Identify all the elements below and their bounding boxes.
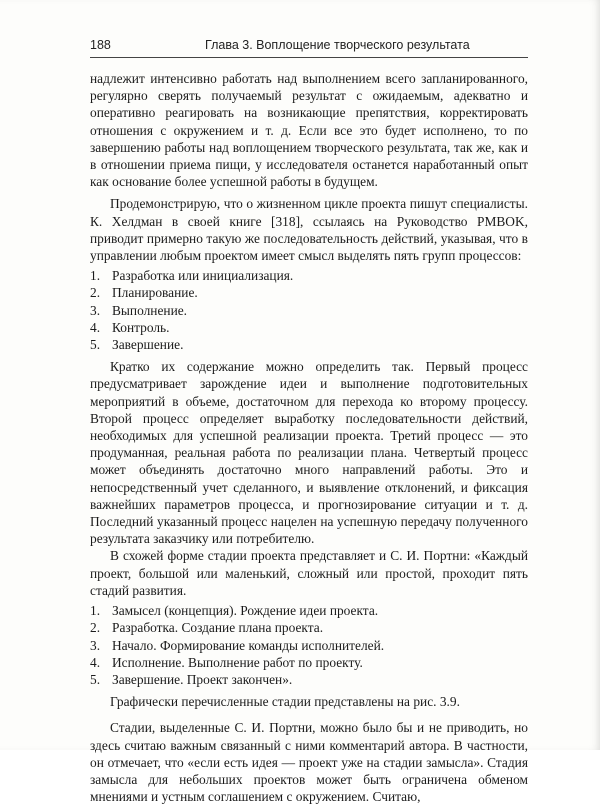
list-item: 3. Начало. Формирование команды исполнителей. [90, 637, 385, 653]
paragraph-portny: В схожей форме стадии проекта представляет и С. И. Портни: «Каждый проект, большой или маленький, сложный или простой, проходит пять стадий развития. [90, 548, 528, 598]
list-item: 1. Замысел (концепция). Рождение идеи проекта. [90, 603, 379, 619]
project-stages-list [90, 602, 528, 688]
paragraph-processes-summary: Кратко их содержание можно определить так. Первый процесс предусматривает зарождение идеи и выполнение подготовительных мероприятий в объеме, достаточном для перехода ко второму процессу. Второй процесс определяет выработку последовательности действий, необходимых для успешной реализации проекта. Третий процесс — это продуманная, реальная работа по реализации плана. Четвертый процесс может объединять достаточно много направлений работы. Это и непосредственный учет сделанного, и выявление отклонений, и фиксация важнейших параметров процесса, и прогнозирование ситуации и т. д. Последний указанный процесс нацелен на успешную передачу полученного результата заказчику или потребителю. [90, 359, 528, 547]
paragraph-continuation: надлежит интенсивно работать над выполнением всего запланированного, регулярно сверять получаемый результат с ожидаемым, адекватно и оперативно реагировать на возникающие препятствия, корректировать отношения с окружением и т. д. Если все это будет исполнено, то по завершению работы над воплощением творческого результата, так же, как и в отношении приема пищи, у исследователя останется наработанный опыт как основание более успешной работы в будущем. [90, 71, 528, 190]
list-item: 5. Завершение. [90, 337, 184, 353]
process-groups-list [90, 267, 528, 353]
paragraph-heldman: Продемонстрирую, что о жизненном цикле проекта пишут специалисты. К. Хелдман в своей книге [318], ссылаясь на Руководство PMBOK, приводит примерно такую же последовательность действий, указывая, что в управлении любым проектом имеет смысл выделять пять групп процессов: [90, 196, 528, 264]
page-number: 188 [90, 38, 111, 52]
list-item: 2. Разработка. Создание плана проекта. [90, 620, 324, 636]
page-body [90, 70, 528, 805]
list-item: 4. Контроль. [90, 319, 170, 335]
chapter-title: Глава 3. Воплощение творческого результата [205, 38, 470, 52]
list-item: 5. Завершение. Проект закончен». [90, 671, 293, 687]
list-item: 4. Исполнение. Выполнение работ по проекту. [90, 654, 363, 670]
list-item: 1. Разработка или инициализация. [90, 268, 294, 284]
paragraph-stages-comment: Стадии, выделенные С. И. Портни, можно было бы и не приводить, но здесь считаю важным связанный с ними комментарий автора. В частности, он отмечает, что «если есть идея — проект уже на стадии замысла». Стадия замысла для небольших проектов может быть ограничена обменом мнениями и устным соглашением с окружением. Считаю, [90, 720, 528, 805]
running-header [90, 38, 528, 58]
list-item: 2. Планирование. [90, 285, 198, 301]
list-item: 3. Выполнение. [90, 302, 188, 318]
paragraph-figure-ref: Графически перечисленные стадии представлены на рис. 3.9. [110, 694, 460, 710]
